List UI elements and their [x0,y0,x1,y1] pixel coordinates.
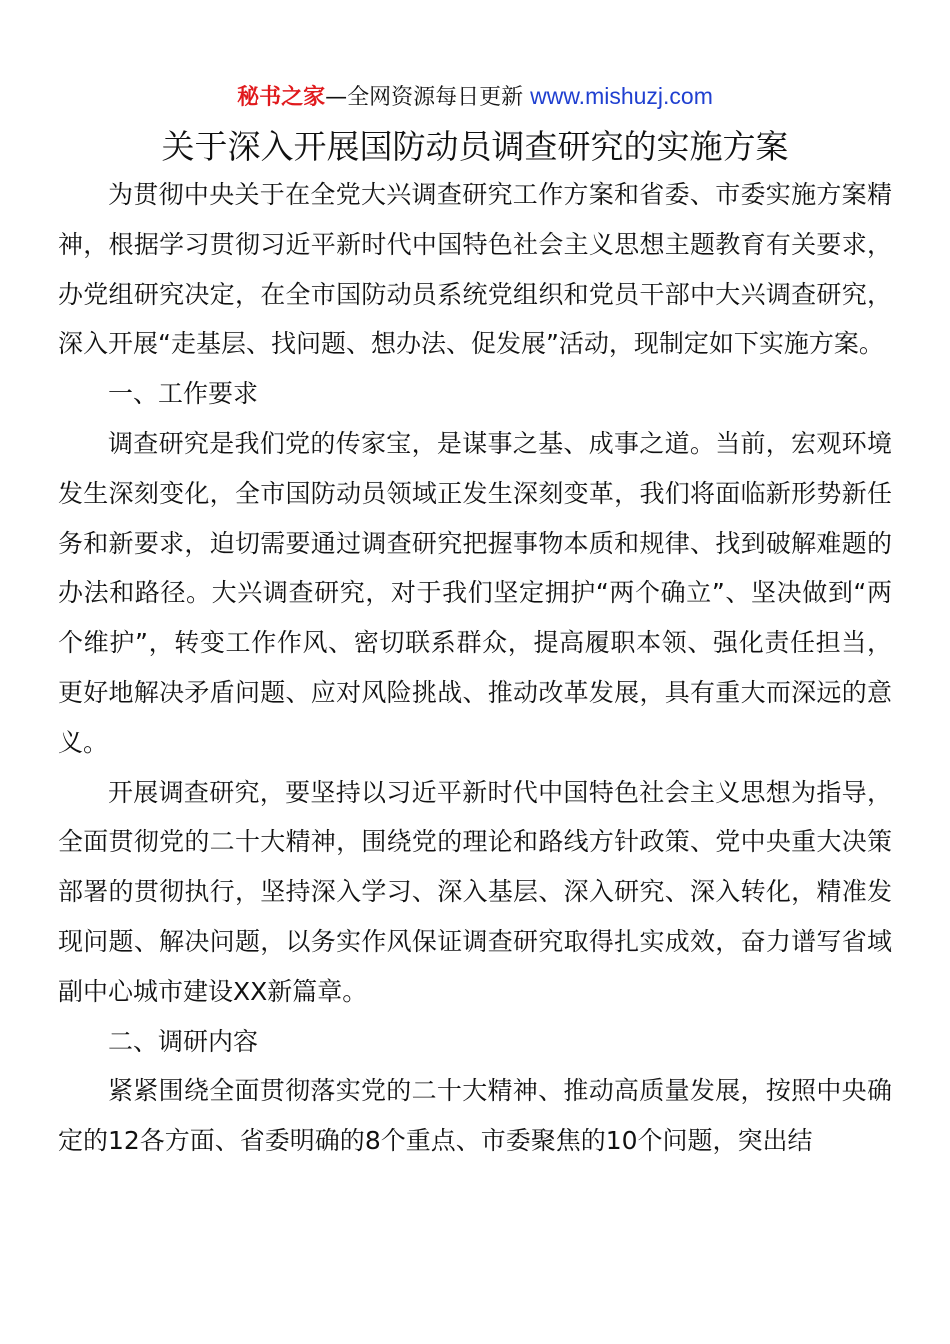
intro-paragraph: 为贯彻中央关于在全党大兴调查研究工作方案和省委、市委实施方案精神，根据学习贯彻习近平新时代中国特色社会主义思想主题教育有关要求，办党组研究决定，在全市国防动员系统党组织和党员干部中大兴调查研究，深入开展“走基层、找问题、想办法、促发展”活动，现制定如下实施方案。 [58,180,892,359]
section-heading-work-requirements: 一、工作要求 [108,379,259,409]
site-brand: 秘书之家 [237,85,326,110]
document-body [58,170,892,1166]
research-content-paragraph-1: 紧紧围绕全面贯彻落实党的二十大精神、推动高质量发展，按照中央确定的12各方面、省委明确的8个重点、市委聚焦的10个问题，突出结 [58,1076,892,1156]
site-tagline: —全网资源每日更新 [325,85,531,110]
section-heading-research-content: 二、调研内容 [108,1026,259,1056]
work-requirements-paragraph-1: 调查研究是我们党的传家宝，是谋事之基、成事之道。当前，宏观环境发生深刻变化，全市国防动员领域正发生深刻变革，我们将面临新形势新任务和新要求，迫切需要通过调查研究把握事物本质和规律、找到破解难题的办法和路径。大兴调查研究，对于我们坚定拥护“两个确立”、坚决做到“两个维护”，转变工作作风、密切联系群众，提高履职本领、强化责任担当，更好地解决矛盾问题、应对风险挑战、推动改革发展，具有重大而深远的意义。 [58,428,892,757]
site-header [0,80,950,114]
site-url-link[interactable]: www.mishuzj.com [530,83,713,109]
document-title: 关于深入开展国防动员调查研究的实施方案 [161,127,789,166]
work-requirements-paragraph-2: 开展调查研究，要坚持以习近平新时代中国特色社会主义思想为指导，全面贯彻党的二十大精神，围绕党的理论和路线方针政策、党中央重大决策部署的贯彻执行，坚持深入学习、深入基层、深入研究、深入转化，精准发现问题、解决问题，以务实作风保证调查研究取得扎实成效，奋力谱写省域副中心城市建设XX新篇章。 [58,777,892,1006]
